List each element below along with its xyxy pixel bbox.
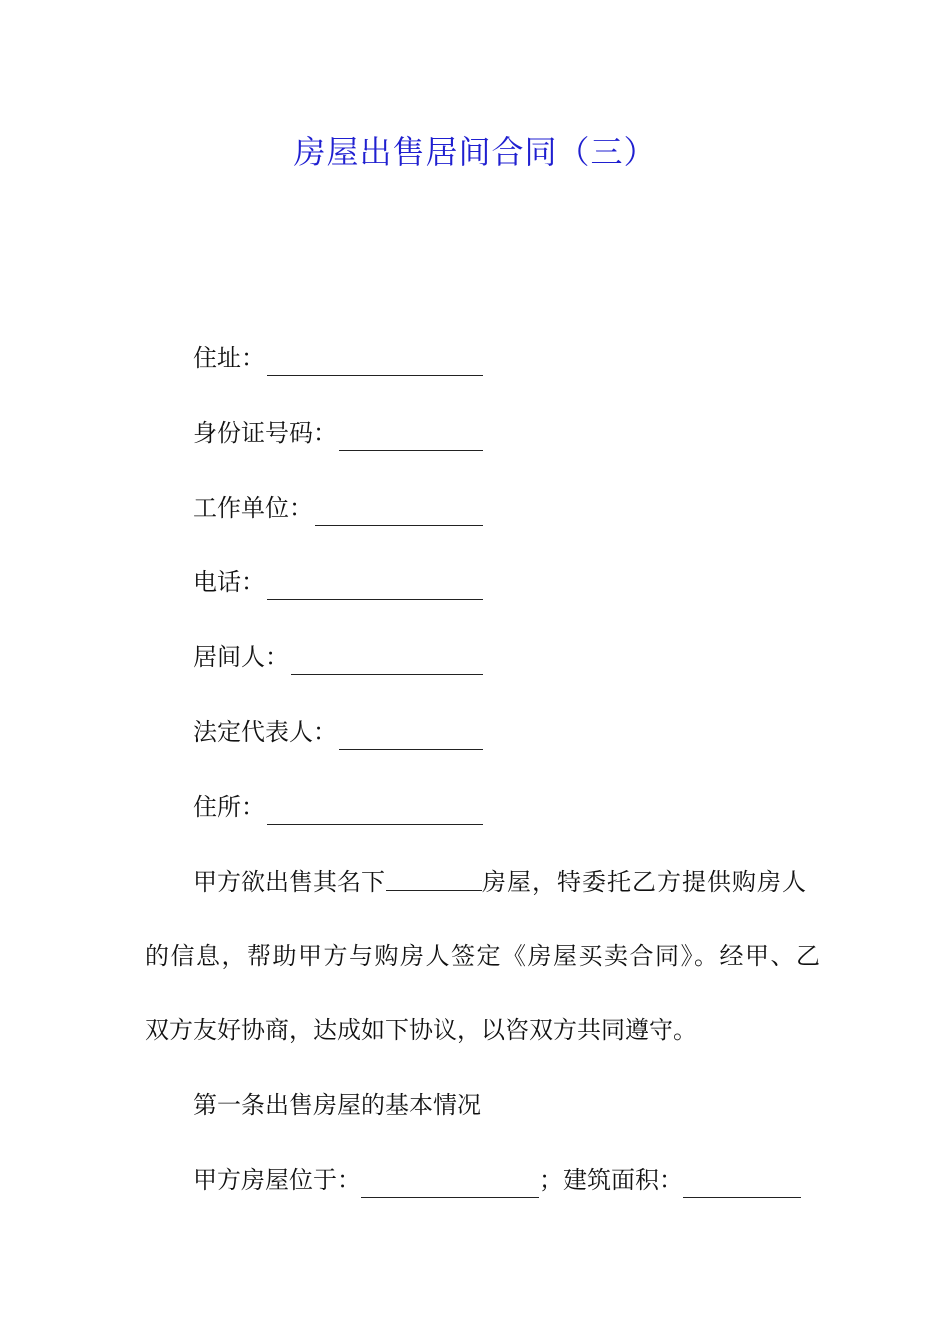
text: 第一条出售房屋的基本情况 bbox=[193, 1091, 481, 1119]
field-label: 法定代表人： bbox=[193, 718, 337, 746]
fill-blank[interactable] bbox=[339, 424, 483, 451]
document-title: 房屋出售居间合同（三） bbox=[293, 133, 657, 171]
fill-blank[interactable] bbox=[267, 798, 483, 825]
field-label: 身份证号码： bbox=[193, 419, 337, 447]
field-label: 工作单位： bbox=[193, 494, 313, 522]
text: 甲方房屋位于： bbox=[193, 1166, 361, 1194]
fill-blank[interactable] bbox=[291, 648, 483, 675]
field-phone bbox=[193, 564, 483, 600]
fill-blank[interactable] bbox=[361, 1171, 539, 1198]
field-label: 住所： bbox=[193, 793, 265, 821]
article-location-line bbox=[193, 1162, 801, 1198]
article-heading bbox=[193, 1087, 481, 1123]
fill-blank[interactable] bbox=[267, 573, 483, 600]
field-address bbox=[193, 340, 483, 376]
text: 的信息，帮助甲方与购房人签定《房屋买卖合同》。经甲、乙 bbox=[145, 942, 822, 970]
paragraph-line-1-row bbox=[193, 864, 807, 900]
field-legal-representative bbox=[193, 714, 483, 750]
fill-blank[interactable] bbox=[315, 499, 483, 526]
text: ；建筑面积： bbox=[539, 1166, 683, 1194]
fill-blank[interactable] bbox=[386, 864, 482, 891]
field-workplace bbox=[193, 490, 483, 526]
field-label: 居间人： bbox=[193, 643, 289, 671]
paragraph-line-3 bbox=[145, 1012, 807, 1048]
paragraph-line-1 bbox=[193, 864, 807, 900]
field-residence bbox=[193, 789, 483, 825]
field-label: 电话： bbox=[193, 568, 265, 596]
text: 双方友好协商，达成如下协议，以咨双方共同遵守。 bbox=[145, 1016, 697, 1044]
text: 甲方欲出售其名下 bbox=[193, 868, 385, 896]
text: 房屋，特委托乙方提供购房人 bbox=[482, 868, 807, 896]
field-id-number bbox=[193, 415, 483, 451]
fill-blank[interactable] bbox=[267, 349, 483, 376]
field-intermediary bbox=[193, 639, 483, 675]
field-label: 住址： bbox=[193, 344, 265, 372]
fill-blank[interactable] bbox=[683, 1171, 801, 1198]
paragraph-line-2 bbox=[145, 938, 822, 974]
fill-blank[interactable] bbox=[339, 723, 483, 750]
